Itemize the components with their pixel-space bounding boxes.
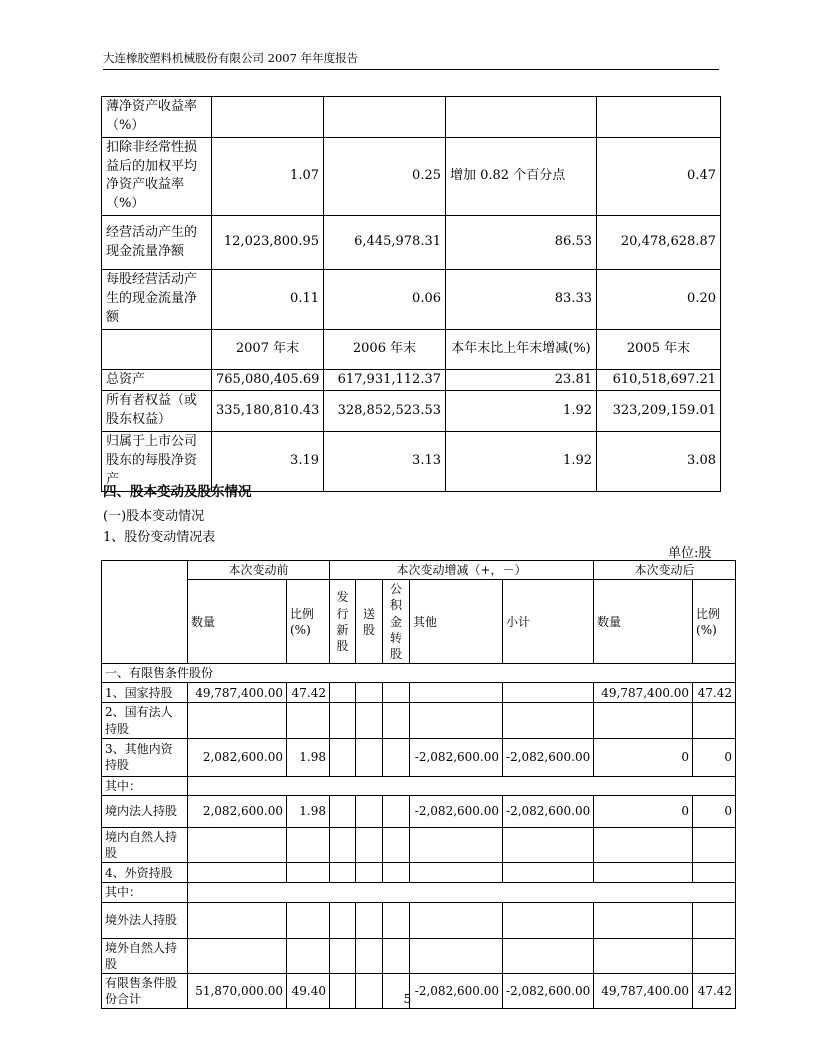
- change-cell: 86.53: [446, 216, 597, 270]
- value-cell: 12,023,800.95: [212, 216, 324, 270]
- value-cell: 3.08: [597, 432, 721, 492]
- empty-cell: [330, 863, 356, 883]
- share-cell-qty2: 49,787,400.00: [594, 973, 693, 1008]
- among-label: 其中：: [102, 883, 188, 902]
- share-row: [102, 938, 736, 973]
- value-cell: 6,445,978.31: [324, 216, 446, 270]
- value-cell: 0.25: [324, 137, 446, 215]
- share-row-label: 境内自然人持股: [102, 827, 188, 862]
- share-cell-ratio: [287, 938, 330, 973]
- share-cell-other: [410, 827, 503, 862]
- value-cell: 20,478,628.87: [597, 216, 721, 270]
- value-cell: 765,080,405.69: [212, 369, 324, 391]
- share-row-label: 1、国家持股: [102, 683, 188, 703]
- share-row-label: 境外法人持股: [102, 902, 188, 938]
- share-row-label: 4、外资持股: [102, 863, 188, 883]
- share-cell-qty2: 49,787,400.00: [594, 683, 693, 703]
- header-qty-after: 数量: [594, 580, 693, 664]
- value-cell: 0.06: [324, 270, 446, 330]
- share-cell-subtotal: [503, 938, 594, 973]
- empty-cell: [383, 863, 410, 883]
- empty-cell: [383, 827, 410, 862]
- share-cell-other: [410, 703, 503, 738]
- share-row: [102, 683, 736, 703]
- share-cell-ratio: [287, 902, 330, 938]
- share-row: [102, 863, 736, 883]
- share-cell-subtotal: -2,082,600.00: [503, 973, 594, 1008]
- header-other: 其他: [410, 580, 503, 664]
- empty-cell: [330, 795, 356, 827]
- share-cell-qty2: 0: [594, 795, 693, 827]
- subsection-title: (一)股本变动情况: [103, 509, 205, 524]
- share-cell-qty: 2,082,600.00: [188, 738, 287, 776]
- empty-cell: [330, 938, 356, 973]
- empty-cell: [330, 827, 356, 862]
- year-end-header-row: [102, 329, 721, 369]
- value-cell: [597, 97, 721, 138]
- share-cell-qty2: [594, 827, 693, 862]
- share-cell-ratio2: 0: [693, 795, 736, 827]
- share-cell-ratio2: [693, 863, 736, 883]
- share-cell-ratio: 47.42: [287, 683, 330, 703]
- indicator-label: 薄净资产收益率（%）: [102, 97, 212, 138]
- column-header-row: [102, 580, 736, 664]
- unit-label: 单位:股: [668, 546, 712, 561]
- share-cell-other: -2,082,600.00: [410, 738, 503, 776]
- value-cell: 0.11: [212, 270, 324, 330]
- header-qty: 数量: [188, 580, 287, 664]
- group-header-row: [102, 561, 736, 580]
- value-cell: 3.19: [212, 432, 324, 492]
- value-cell: 335,180,810.43: [212, 391, 324, 432]
- empty-cell: [356, 827, 383, 862]
- empty-cell: [330, 683, 356, 703]
- share-cell-ratio2: 47.42: [693, 683, 736, 703]
- change-cell: 23.81: [446, 369, 597, 391]
- share-cell-qty: [188, 938, 287, 973]
- share-cell-qty: 49,787,400.00: [188, 683, 287, 703]
- among-label: 其中：: [102, 776, 188, 795]
- share-cell-subtotal: [503, 703, 594, 738]
- value-cell: 610,518,697.21: [597, 369, 721, 391]
- value-cell: 3.13: [324, 432, 446, 492]
- change-cell: 1.92: [446, 391, 597, 432]
- among-row: [102, 883, 736, 902]
- share-cell-ratio: [287, 703, 330, 738]
- section-title: 四、股本变动及股东情况: [103, 484, 252, 500]
- header-bonus: 送股: [356, 580, 383, 664]
- among-row: [102, 776, 736, 795]
- empty-cell: [330, 703, 356, 738]
- share-cell-qty2: [594, 902, 693, 938]
- empty-cell: [356, 683, 383, 703]
- indicator-row: [102, 97, 721, 138]
- header-ratio-after: 比例(%): [693, 580, 736, 664]
- share-row: [102, 902, 736, 938]
- empty-cell: [330, 738, 356, 776]
- empty-cell: [383, 683, 410, 703]
- value-cell: [212, 97, 324, 138]
- share-cell-ratio: [287, 863, 330, 883]
- share-row-label: 境外自然人持股: [102, 938, 188, 973]
- share-cell-qty: 51,870,000.00: [188, 973, 287, 1008]
- share-cell-ratio: 1.98: [287, 795, 330, 827]
- share-cell-ratio2: [693, 703, 736, 738]
- share-cell-subtotal: [503, 902, 594, 938]
- group-before: 本次变动前: [188, 561, 330, 580]
- indicator-label: 经营活动产生的现金流量净额: [102, 216, 212, 270]
- value-cell: 0.20: [597, 270, 721, 330]
- share-cell-subtotal: [503, 683, 594, 703]
- col-header-2007: 2007 年末: [212, 329, 324, 369]
- value-cell: 328,852,523.53: [324, 391, 446, 432]
- share-cell-other: [410, 938, 503, 973]
- share-cell-ratio2: 47.42: [693, 973, 736, 1008]
- value-cell: 617,931,112.37: [324, 369, 446, 391]
- col-header-change: 本年末比上年末增减(%): [446, 329, 597, 369]
- header-ratio: 比例(%): [287, 580, 330, 664]
- empty-cell: [356, 795, 383, 827]
- restricted-section-label: 一、有限售条件股份: [102, 664, 736, 683]
- share-cell-ratio2: 0: [693, 738, 736, 776]
- share-row: [102, 738, 736, 776]
- share-change-table: [101, 560, 736, 1009]
- share-cell-qty2: [594, 938, 693, 973]
- change-cell: 增加 0.82 个百分点: [446, 137, 597, 215]
- share-cell-ratio2: [693, 902, 736, 938]
- share-row: [102, 703, 736, 738]
- restricted-section-row: [102, 664, 736, 683]
- empty-cell: [383, 738, 410, 776]
- group-after: 本次变动后: [594, 561, 736, 580]
- change-cell: [446, 97, 597, 138]
- share-row-label: 3、其他内资持股: [102, 738, 188, 776]
- empty-cell: [356, 738, 383, 776]
- indicator-label: 归属于上市公司股东的每股净资产: [102, 432, 212, 492]
- col-header-2005: 2005 年末: [597, 329, 721, 369]
- share-cell-subtotal: -2,082,600.00: [503, 795, 594, 827]
- empty-cell: [383, 902, 410, 938]
- share-cell-subtotal: -2,082,600.00: [503, 738, 594, 776]
- share-row-label: 有限售条件股份合计: [102, 973, 188, 1008]
- share-row: [102, 795, 736, 827]
- indicator-row: [102, 369, 721, 391]
- share-cell-qty2: [594, 863, 693, 883]
- financial-indicators-table: [101, 96, 721, 492]
- share-cell-ratio: 1.98: [287, 738, 330, 776]
- empty-cell: [383, 938, 410, 973]
- indicator-label: 每股经营活动产生的现金流量净额: [102, 270, 212, 330]
- share-cell-ratio: [287, 827, 330, 862]
- page-number: 5: [403, 992, 412, 1006]
- table-caption: 1、股份变动情况表: [103, 530, 216, 545]
- share-cell-subtotal: [503, 863, 594, 883]
- share-row-label: 2、国有法人持股: [102, 703, 188, 738]
- change-cell: 83.33: [446, 270, 597, 330]
- col-header-2006: 2006 年末: [324, 329, 446, 369]
- share-cell-other: -2,082,600.00: [410, 795, 503, 827]
- header-subtotal: 小计: [503, 580, 594, 664]
- empty-cell: [383, 795, 410, 827]
- change-cell: 1.92: [446, 432, 597, 492]
- share-row-label: 境内法人持股: [102, 795, 188, 827]
- indicator-row: [102, 391, 721, 432]
- share-cell-other: [410, 902, 503, 938]
- share-cell-other: [410, 683, 503, 703]
- share-cell-ratio2: [693, 827, 736, 862]
- empty-cell: [356, 902, 383, 938]
- share-cell-ratio2: [693, 938, 736, 973]
- header-issue-new: 发行新股: [330, 580, 356, 664]
- value-cell: 323,209,159.01: [597, 391, 721, 432]
- empty-cell: [356, 863, 383, 883]
- share-cell-qty: [188, 703, 287, 738]
- share-cell-other: [410, 863, 503, 883]
- group-change: 本次变动增减（+，－）: [330, 561, 594, 580]
- share-cell-ratio: 49.40: [287, 973, 330, 1008]
- share-row: [102, 827, 736, 862]
- share-cell-qty: [188, 863, 287, 883]
- indicator-label: 所有者权益（或股东权益）: [102, 391, 212, 432]
- share-cell-other: -2,082,600.00: [410, 973, 503, 1008]
- indicator-row: [102, 216, 721, 270]
- empty-cell: [383, 703, 410, 738]
- empty-cell: [356, 703, 383, 738]
- value-cell: [324, 97, 446, 138]
- indicator-label: 总资产: [102, 369, 212, 391]
- share-cell-qty2: [594, 703, 693, 738]
- share-cell-qty: [188, 902, 287, 938]
- indicator-label: 扣除非经常性损益后的加权平均净资产收益率（%）: [102, 137, 212, 215]
- share-cell-qty: 2,082,600.00: [188, 795, 287, 827]
- value-cell: 1.07: [212, 137, 324, 215]
- page-header: 大连橡胶塑料机械股份有限公司 2007 年年度报告: [103, 50, 719, 70]
- share-cell-qty: [188, 827, 287, 862]
- share-cell-qty2: 0: [594, 738, 693, 776]
- value-cell: 0.47: [597, 137, 721, 215]
- indicator-row: [102, 270, 721, 330]
- indicator-row: [102, 137, 721, 215]
- share-cell-subtotal: [503, 827, 594, 862]
- empty-cell: [330, 902, 356, 938]
- header-reserve-transfer: 公积金转股: [383, 580, 410, 664]
- empty-cell: [356, 938, 383, 973]
